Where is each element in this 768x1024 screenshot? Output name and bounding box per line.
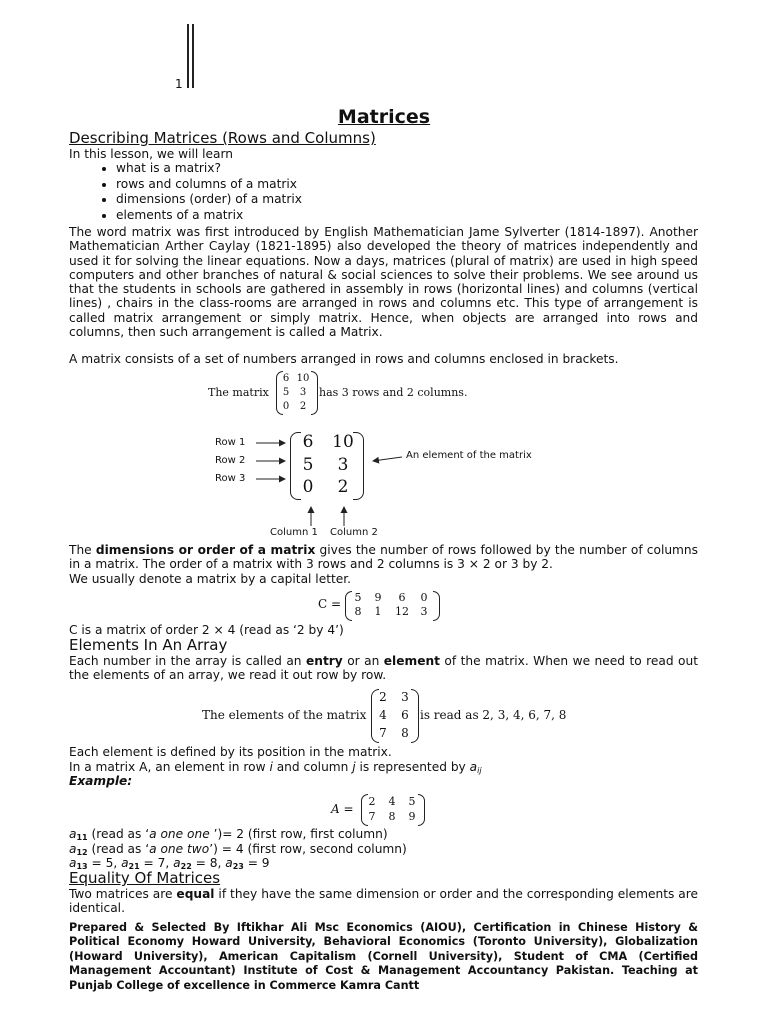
fig3-prefix: The elements of the matrix — [202, 708, 367, 722]
matrix-cell: 5 — [282, 387, 290, 398]
matrix-cell: 8 — [354, 605, 362, 618]
fig3-suffix: is read as 2, 3, 4, 6, 7, 8 — [420, 708, 567, 722]
a12-text: $a_{12}$ (read as ‘a one two’) = 4 (first row, second column) — [69, 842, 407, 857]
matrix-cell: 3 — [401, 690, 409, 704]
matrix-cell: 0 — [420, 591, 428, 604]
equality-paragraph: Two matrices are equal if they have the same dimension or order and the corresponding elements are identical. — [69, 887, 698, 916]
a11-text: $a_{11}$ (read as ‘a one one ’)= 2 (first row, first column) — [69, 827, 388, 842]
matrix-cell: 6 — [282, 373, 290, 384]
denote-text: We usually denote a matrix by a capital letter. — [69, 572, 352, 586]
matrix-a-body — [366, 794, 420, 824]
fig3-matrix-body — [377, 688, 413, 742]
intro-text: In this lesson, we will learn — [69, 147, 234, 161]
matrix-c-name: C = — [318, 597, 342, 611]
row-label: Row 2 — [215, 455, 246, 466]
section-heading-elements: Elements In An Array — [69, 636, 228, 654]
matrix-cell: 6 — [398, 591, 406, 604]
matrix-cell: 7 — [379, 726, 387, 740]
dimensions-paragraph: The dimensions or order of a matrix gives the number of rows followed by the number of columns in a matrix. The order of a matrix with 3 rows and 2 columns is 3 × 2 or 3 by 2. — [69, 543, 698, 572]
fig1-prefix: The matrix — [208, 386, 269, 399]
matrix-cell: 2 — [299, 401, 307, 412]
section-heading-describing: Describing Matrices (Rows and Columns) — [69, 129, 376, 147]
list-item: • dimensions (order) of a matrix — [116, 192, 302, 208]
matrix-cell: 10 — [332, 432, 354, 452]
matrix-cell: 2 — [368, 795, 376, 808]
matrix-cell: 7 — [368, 810, 376, 823]
matrix-cell: 3 — [420, 605, 428, 618]
matrix-cell: 0 — [282, 401, 290, 412]
matrix-cell: 9 — [408, 810, 416, 823]
example-label: Example: — [69, 774, 133, 788]
page-number: 1 — [175, 77, 183, 91]
matrix-cell: 0 — [302, 477, 314, 497]
history-paragraph: The word matrix was first introduced by English Mathematician Jame Sylverter (1814-1897). Another Mathematician Arther Caylay (1821-1895) also developed the theory of matrices independently and used it for solving the linear equations. Now a days, matrices (plural of matrix) are used in high speed computers and other branches of natural & social sciences to solve their problems. We see around us that the students in schools are gathered in assembly in rows (horizontal lines) and columns (vertical lines) , chairs in the class-rooms are arranged in rows and columns etc. This type of arrangement is called matrix arrangement or simply matrix. Hence, when objects are arranged into rows and columns, then such arrangement is called a Matrix. — [69, 225, 698, 340]
column-label: Column 2 — [330, 527, 378, 538]
matrix-cell: 3 — [299, 387, 307, 398]
matrix-cell: 2 — [337, 477, 349, 497]
matrix-cell: 3 — [337, 454, 349, 475]
matrix-cell: 10 — [296, 373, 310, 384]
matrix-cell: 5 — [354, 591, 362, 604]
list-item: • rows and columns of a matrix — [116, 177, 302, 193]
position-text: Each element is defined by its position in the matrix. — [69, 745, 392, 759]
matrix-cell: 8 — [401, 726, 409, 740]
column-label: Column 1 — [270, 527, 318, 538]
a-values-text: $a_{13} = 5$, $a_{21} = 7$, $a_{22} = 8$, $a_{23} = 9$ — [69, 856, 270, 871]
matrix-cell: 1 — [374, 605, 382, 618]
elements-paragraph: Each number in the array is called an entry or an element of the matrix. When we need to read out the elements of an array, we read it out row by row. — [69, 654, 698, 683]
matrix-cell: 4 — [379, 708, 387, 722]
aij-text: In a matrix A, an element in row i and column j is represented by $a_{ij}$ — [69, 760, 482, 775]
matrix-cell: 9 — [374, 591, 382, 604]
matrix-cell: 4 — [388, 795, 396, 808]
element-arrow — [373, 457, 402, 461]
matrix-cell: 6 — [401, 708, 409, 722]
matrix-cell: 6 — [302, 432, 314, 452]
list-item: • elements of a matrix — [116, 208, 302, 224]
fig2-matrix-body — [296, 431, 358, 499]
matrix-cell: 5 — [408, 795, 416, 808]
matrix-cell: 12 — [395, 605, 409, 618]
fig1-suffix: has 3 rows and 2 columns. — [319, 386, 468, 399]
matrix-cell: 2 — [379, 690, 387, 704]
bracket-right — [433, 591, 440, 621]
row-label: Row 3 — [215, 473, 246, 484]
page-title: Matrices — [337, 106, 431, 128]
matrix-cell: 8 — [388, 810, 396, 823]
list-item: • what is a matrix? — [116, 161, 302, 177]
matrix-a-name: A = — [331, 802, 354, 816]
c-order-text: C is a matrix of order 2 × 4 (read as ‘2 by 4’) — [69, 623, 344, 637]
matrix-definition: A matrix consists of a set of numbers arranged in rows and columns enclosed in brackets. — [69, 352, 619, 366]
author-credits: Prepared & Selected By Iftikhar Ali Msc Economics (AIOU), Certification in Chinese History & Political Economy Howard University, Behavioral Economics (Toronto University), Globalization (Howard University), American Capitalism (Cornell University), Student of CMA (Certified Management Accountant) Institute of Cost & Management Accountancy Pakistan. Teaching at Punjab College of excellence in Commerce Kamra Cantt — [69, 921, 698, 992]
matrix-c-body — [350, 591, 434, 619]
matrix-cell: 5 — [302, 454, 314, 475]
section-heading-equality: Equality Of Matrices — [69, 869, 221, 887]
element-label: An element of the matrix — [406, 450, 532, 461]
row-label: Row 1 — [215, 437, 246, 448]
